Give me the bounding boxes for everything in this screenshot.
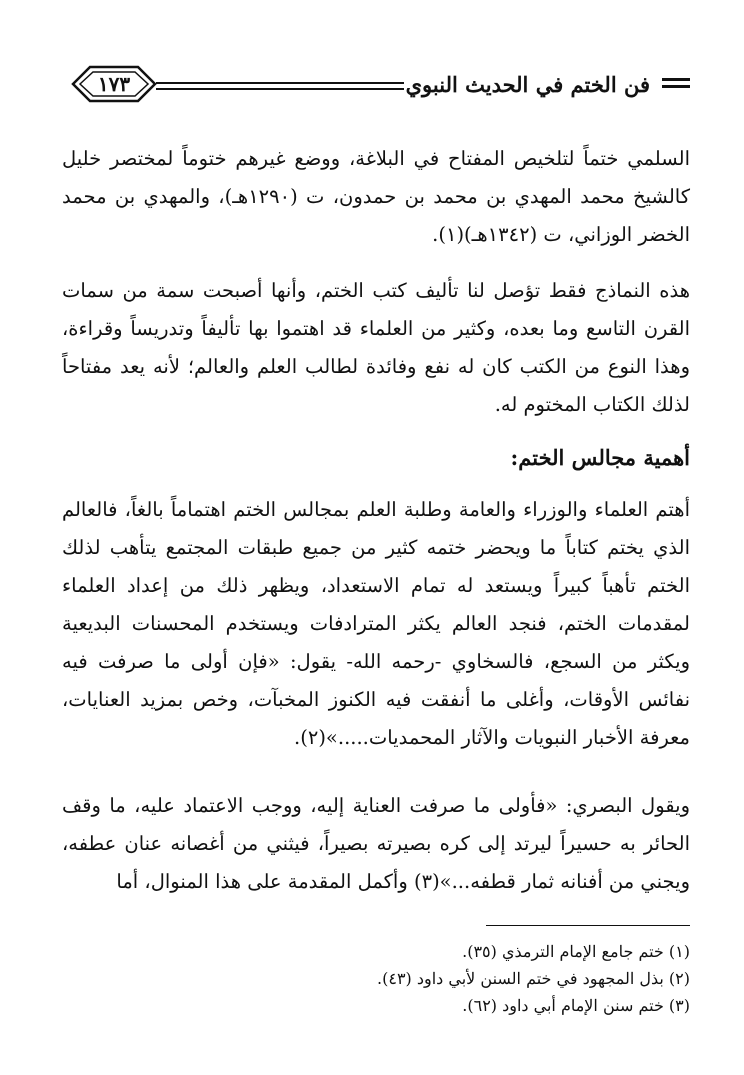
paragraph-4: ويقول البصري: «فأولى ما صرفت العناية إليه، ووجب الاعتماد عليه، ما وقف الحائر به حسيراً ليرتد إلى كره بصيرته بصيراً، فيثني من أغصانه عنان عطفه، ويجني من أفنانه ثمار قطفه...»(٣) وأكمل المقدمة على هذا المنوال، أما (62, 794, 690, 893)
header-rule (156, 82, 404, 94)
paragraph-1: السلمي ختماً لتلخيص المفتاح في البلاغة، ووضع غيرهم ختوماً لمختصر خليل كالشيخ محمد المهدي بن محمد بن حمدون، ت (١٢٩٠هـ)، والمهدي بن محمد الخضر الوزاني، ت (١٣٤٢هـ)(١). (62, 147, 690, 246)
header-double-dash (662, 78, 690, 92)
page-number-badge (70, 64, 158, 104)
footnote-1: (١) ختم جامع الإمام الترمذي (٣٥). (462, 942, 690, 961)
footnote-2: (٢) بذل المجهود في ختم السنن لأبي داود (٤٣). (377, 969, 690, 988)
header-title: فن الختم في الحديث النبوي (405, 72, 650, 97)
paragraph-3: أهتم العلماء والوزراء والعامة وطلبة العلم بمجالس الختم اهتماماً بالغاً، فالعالم الذي يختم كتاباً ما ويحضر ختمه كثير من جميع طبقات المجتمع يتأهب لذلك الختم تأهباً كبيراً ويستعد له تمام الاستعداد، ويظهر ذلك من إعداد العلماء لمقدمات الختم، فنجد العالم يكثر المترادفات ويستخدم المحسنات البديعية ويكثر من السجع، فالسخاوي -رحمه الله- يقول: «فإن أولى ما صرفت فيه نفائس الأوقات، وأغلى ما أنفقت فيه الكنوز المخبآت، وخص بمزيد العنايات، معرفة الأخبار النبويات والآثار المحمديات.....»(٢). (62, 498, 690, 749)
page-number: ١٧٣ (97, 72, 131, 96)
running-header (60, 64, 690, 108)
footnotes (230, 938, 690, 1019)
footnote-3: (٣) ختم سنن الإمام أبي داود (٦٢). (462, 996, 690, 1015)
footnote-separator (486, 925, 690, 926)
paragraph-2: هذه النماذج فقط تؤصل لنا تأليف كتب الختم، وأنها أصبحت سمة من سمات القرن التاسع وما بعده، وكثير من العلماء قد اهتموا بها تأليفاً وتدريساً وقراءة، وهذا النوع من الكتب كان له نفع وفائدة لطالب العلم والعالم؛ لأنه يعد مفتاحاً لذلك الكتاب المختوم له. (62, 279, 690, 416)
section-heading: أهمية مجالس الختم: (510, 445, 690, 470)
